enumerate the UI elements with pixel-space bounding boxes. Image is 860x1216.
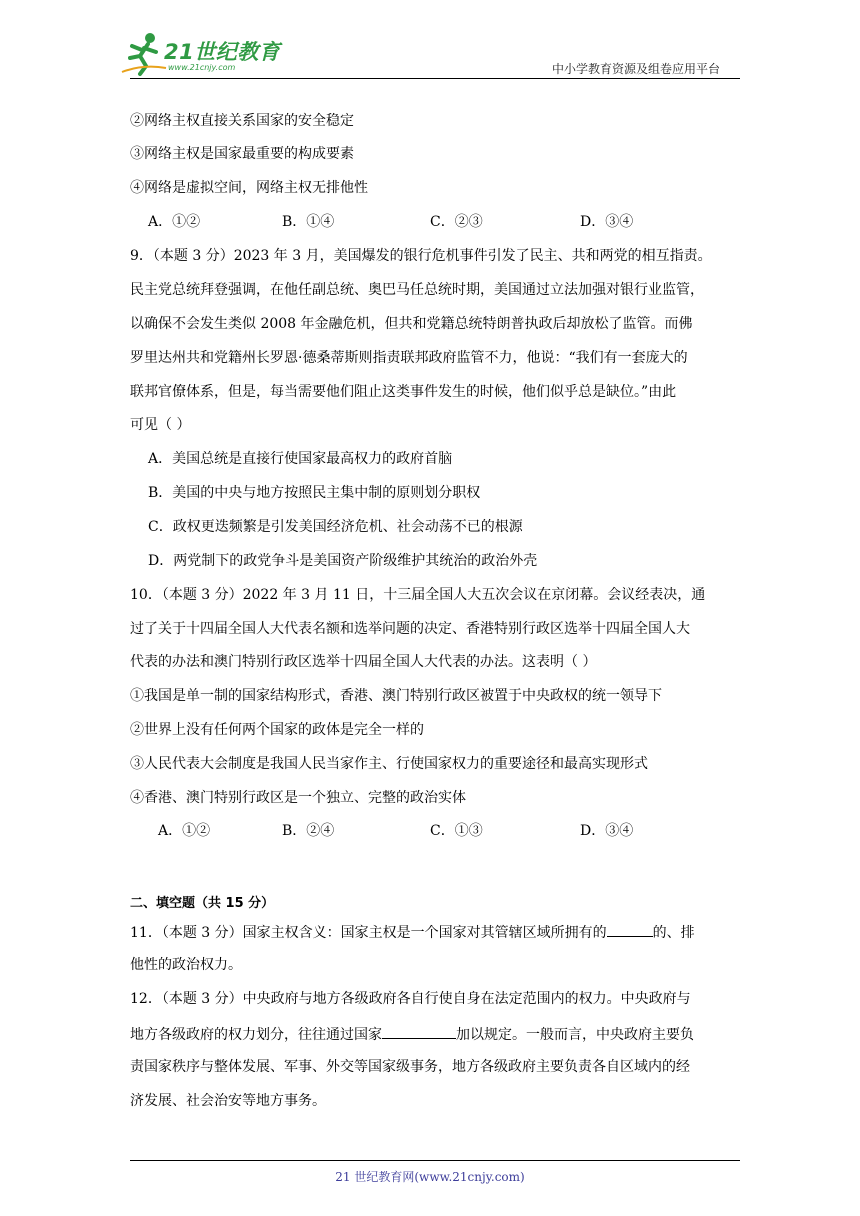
- q10-choice-c[interactable]: C．①③: [430, 823, 483, 839]
- q10-choice-d[interactable]: D．③④: [580, 823, 634, 839]
- q8-choice-c[interactable]: C．②③: [430, 214, 483, 230]
- q9-stem-line: 民主党总统拜登强调，在他任副总统、奥巴马任总统时期，美国通过立法加强对银行业监管，: [130, 282, 704, 298]
- q10-item-4: ④香港、澳门特别行政区是一个独立、完整的政治实体: [130, 790, 466, 806]
- q12-line-4: 济发展、社会治安等地方事务。: [130, 1093, 326, 1109]
- q9-option-b[interactable]: B．美国的中央与地方按照民主集中制的原则划分职权: [148, 485, 481, 501]
- q8-choice-b[interactable]: B．①④: [282, 214, 335, 230]
- page-header: [0, 0, 860, 90]
- q11-blank[interactable]: [607, 920, 653, 937]
- q12-text-a: 地方各级政府的权力划分，往往通过国家: [130, 1027, 382, 1043]
- footer-divider: [130, 1160, 740, 1161]
- q12-text-b: 加以规定。一般而言，中央政府主要负: [456, 1027, 694, 1043]
- q9-stem-line: 9．（本题 3 分）2023 年 3 月，美国爆发的银行危机事件引发了民主、共和两党的相互指责。: [130, 248, 712, 264]
- q9-option-d[interactable]: D．两党制下的政党争斗是美国资产阶级维护其统治的政治外壳: [148, 553, 538, 569]
- q10-item-2: ②世界上没有任何两个国家的政体是完全一样的: [130, 722, 424, 738]
- q10-choices: [158, 820, 758, 842]
- q12-line-1: 12．（本题 3 分）中央政府与地方各级政府各自行使自身在法定范围内的权力。中央政府与: [130, 991, 691, 1007]
- q11-line-1: [130, 920, 695, 944]
- q10-stem-line: 过了关于十四届全国人大代表名额和选举问题的决定、香港特别行政区选举十四届全国人大: [130, 621, 690, 637]
- q10-stem-line: 10．（本题 3 分）2022 年 3 月 11 日，十三届全国人大五次会议在京闭幕。会议经表决，通: [130, 587, 706, 603]
- header-divider: [130, 78, 740, 79]
- q8-item-3: ③网络主权是国家最重要的构成要素: [130, 146, 354, 162]
- q9-stem-line: 以确保不会发生类似 2008 年金融危机，但共和党籍总统特朗普执政后却放松了监管。而佛: [130, 316, 693, 332]
- q10-item-3: ③人民代表大会制度是我国人民当家作主、行使国家权力的重要途径和最高实现形式: [130, 756, 648, 772]
- q8-choices: [148, 211, 748, 233]
- q12-line-2: [130, 1022, 694, 1046]
- q10-item-1: ①我国是单一制的国家结构形式，香港、澳门特别行政区被置于中央政权的统一领导下: [130, 688, 662, 704]
- q10-choice-a[interactable]: A．①②: [158, 823, 211, 839]
- logo-text: 21世纪教育: [164, 40, 281, 64]
- logo-url: www.21cnjy.com: [168, 63, 236, 72]
- q9-stem-line: 可见（ ）: [130, 417, 191, 433]
- q9-option-c[interactable]: C．政权更迭频繁是引发美国经济危机、社会动荡不已的根源: [148, 519, 523, 535]
- logo: [118, 28, 298, 78]
- q8-choice-d[interactable]: D．③④: [580, 214, 634, 230]
- footer-text[interactable]: 21 世纪教育网(www.21cnjy.com): [335, 1170, 525, 1184]
- q10-choice-b[interactable]: B．②④: [282, 823, 335, 839]
- q12-line-3: 责国家秩序与整体发展、军事、外交等国家级事务，地方各级政府主要负责各自区域内的经: [130, 1059, 690, 1075]
- q8-item-4: ④网络是虚拟空间，网络主权无排他性: [130, 180, 368, 196]
- q10-stem-line: 代表的办法和澳门特别行政区选举十四届全国人大代表的办法。这表明（ ）: [130, 654, 597, 670]
- q9-option-a[interactable]: A．美国总统是直接行使国家最高权力的政府首脑: [148, 451, 453, 467]
- platform-name: 中小学教育资源及组卷应用平台: [551, 62, 720, 76]
- q8-item-2: ②网络主权直接关系国家的安全稳定: [130, 113, 354, 129]
- section-title: 二、填空题（共 15 分）: [130, 896, 275, 911]
- q11-text-b: 的、排: [652, 925, 695, 941]
- q8-choice-a[interactable]: A．①②: [148, 214, 201, 230]
- q11-line-2: 他性的政治权力。: [130, 957, 242, 973]
- runner-logo-icon: [118, 28, 168, 78]
- q9-stem-line: 罗里达州共和党籍州长罗恩·德桑蒂斯则指责联邦政府监管不力，他说：“我们有一套庞大的: [130, 350, 688, 366]
- q9-stem-line: 联邦官僚体系，但是，每当需要他们阻止这类事件发生的时候，他们似乎总是缺位。”由此: [130, 384, 677, 400]
- q12-blank[interactable]: [382, 1022, 456, 1039]
- q11-text-a: 11．（本题 3 分）国家主权含义：国家主权是一个国家对其管辖区域所拥有的: [130, 925, 607, 941]
